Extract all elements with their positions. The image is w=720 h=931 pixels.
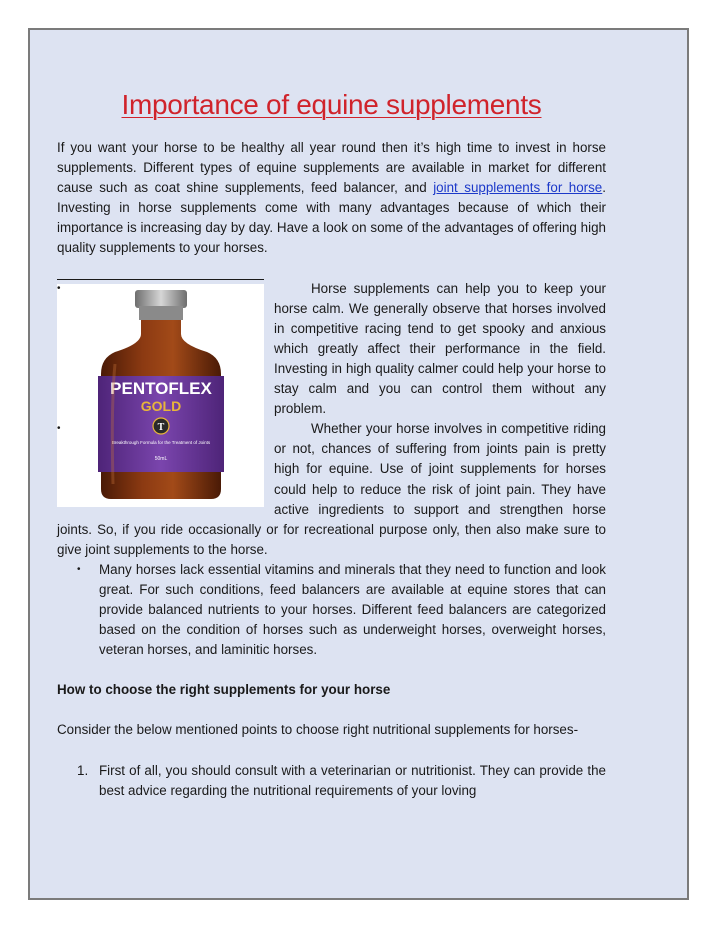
page-title: Importance of equine supplements: [121, 89, 542, 120]
list-item: [57, 279, 606, 420]
section-intro: Consider the below mentioned points to choose right nutritional supplements for horses-: [57, 722, 579, 738]
bullet-icon: •: [57, 282, 61, 294]
list-item: [57, 560, 606, 660]
label-volume: 50mL: [154, 455, 168, 462]
item-number: 1.: [77, 762, 89, 778]
bullet-icon: •: [57, 423, 61, 435]
list-item: [57, 419, 606, 560]
numbered-item-text: First of all, you should consult with a veterinarian or nutritionist. They can provide the best advice regarding the nutritional requirements of your loving: [99, 762, 606, 798]
list-item-text: Horse supplements can help you to keep your horse calm. We generally observe that horses involved in competitive racing tend to get spooky and anxious which greatly affect their performance in the field. Investing in high quality calmer could help your horse to stay calm and you can control them without any problem.: [274, 280, 606, 417]
brand-logo-letter: T: [157, 421, 165, 433]
label-small-text: Breakthrough Formula for the Treatment of Joints: [111, 439, 211, 445]
list-item-text: Many horses lack essential vitamins and minerals that they need to function and look great. For such conditions, feed balancers are available at equine stores that can provide balanced nutrients to your horses. Different feed balancers are categorized based on the condition of horses such as underweight horses, overweight horses, veteran horses, and laminitic horses.: [99, 561, 606, 658]
advantages-list: [57, 279, 606, 661]
document-body: [57, 58, 606, 801]
bullet-icon: •: [77, 563, 81, 575]
section-heading: How to choose the right supplements for your horse: [57, 682, 391, 698]
numbered-list: [57, 761, 606, 801]
joint-supplements-link[interactable]: joint supplements for horse: [433, 180, 603, 196]
brand-line-2: GOLD: [140, 397, 182, 414]
list-item-text: Whether your horse involves in competitive riding or not, chances of suffering from joints pain is pretty high for equine. Use of joint supplements for horses could help to reduce the risk of joint pain. They have active ingredients to support and strengthen horse joints. So, if you ride occasionally or for recreational purpose only, then also make sure to give joint supplements to the horse.: [57, 421, 606, 557]
intro-text-start: If you want your horse to be healthy all year round then it’s high time to invest in horse supplements. Different types of equine supplements are available in market for different cause such as coat shine supplements, feed balancer, and: [57, 140, 606, 196]
intro-paragraph: [57, 138, 606, 259]
advantages-section: [57, 279, 606, 661]
brand-line-1: PENTOFLEX: [110, 378, 212, 398]
intro-text-end: . Investing in horse supplements come with many advantages because of which their importance is increasing day by day. Have a look on some of the advantages of offering high quality supplements to your horses.: [57, 180, 606, 256]
numbered-item: [57, 761, 606, 801]
